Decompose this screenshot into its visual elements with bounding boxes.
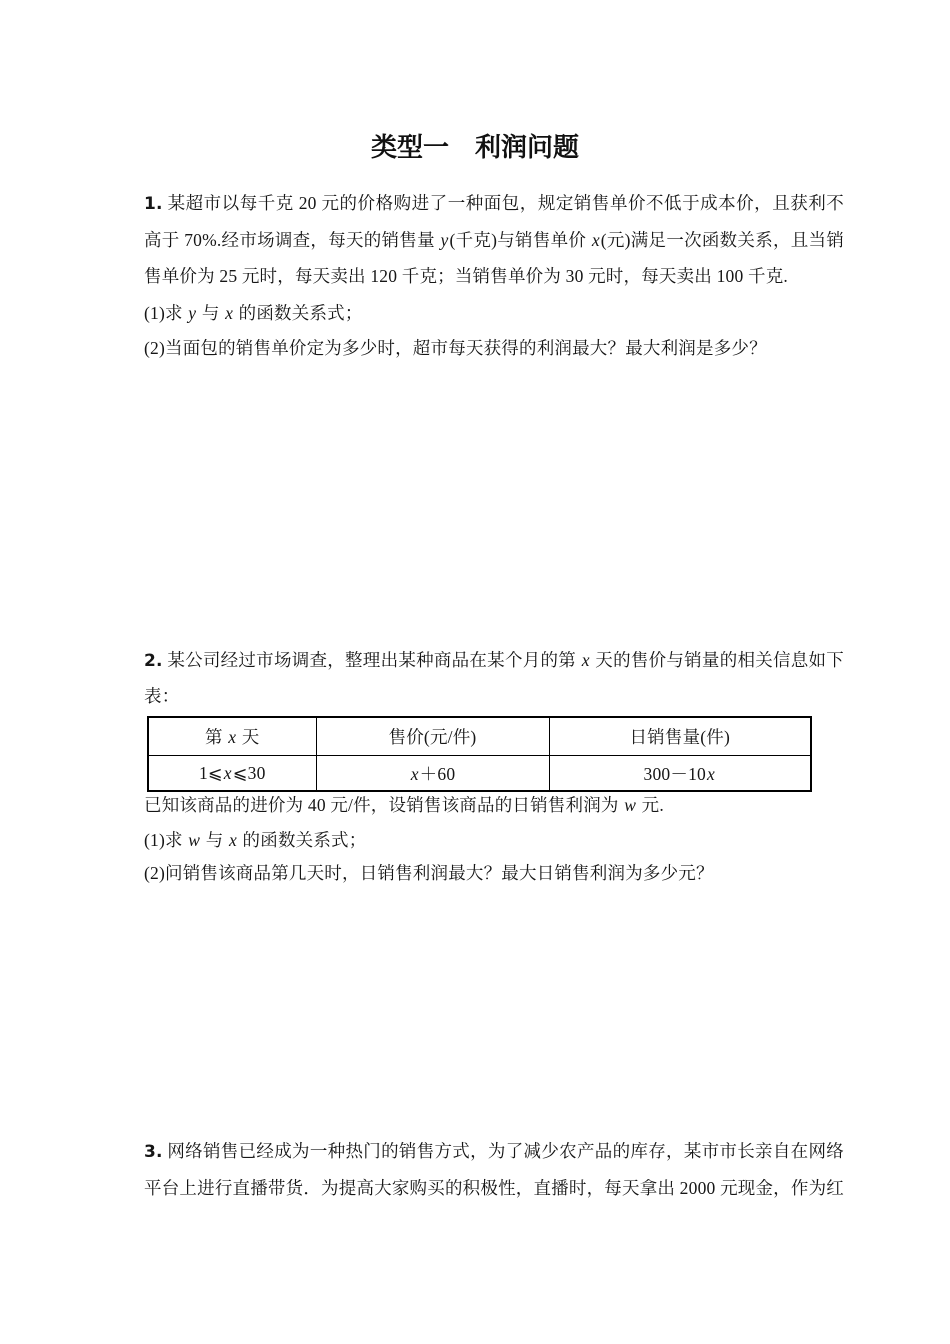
math-variable: x <box>706 763 715 784</box>
text-segment: 3. <box>144 1142 163 1162</box>
problem-1-line-3 <box>144 266 844 288</box>
text-segment: 的函数关系式； <box>234 303 363 323</box>
table-cell-day-range <box>148 756 316 792</box>
math-variable: x <box>228 727 237 747</box>
math-variable: w <box>188 830 201 850</box>
math-variable: x <box>223 762 232 783</box>
problem-2-line-1 <box>144 650 844 672</box>
problem-1-line-2 <box>144 230 844 252</box>
text-segment: 2. <box>144 651 163 671</box>
text-segment: 网络销售已经成为一种热门的销售方式，为了减少农产品的库存，某市市长亲自在网络 <box>162 1141 844 1161</box>
table-header-row <box>148 717 811 756</box>
problem-2-line-3 <box>144 795 844 817</box>
text-segment: (1)求 <box>144 303 188 323</box>
text-segment: 日销售量(件) <box>629 727 731 747</box>
text-segment: 天 <box>237 727 260 747</box>
text-segment: 某超市以每千克 20 元的价格购进了一种面包，规定销售单价不低于成本价，且获利不 <box>162 193 844 213</box>
problem-3-line-2 <box>144 1178 844 1200</box>
math-variable: w <box>624 795 637 815</box>
text-segment: (元)满足一次函数关系，且当销 <box>600 230 845 250</box>
table-cell-volume-expr <box>549 756 811 792</box>
text-segment: 售价(元/件) <box>388 727 477 747</box>
problem-2-line-2 <box>144 686 844 708</box>
table-header-price <box>316 717 549 756</box>
text-segment: ⩽30 <box>232 762 266 783</box>
text-segment: 的函数关系式； <box>237 830 367 850</box>
text-segment: 表： <box>144 686 180 706</box>
page-title: 类型一 利润问题 <box>370 133 579 163</box>
math-variable: x <box>410 763 419 784</box>
table-header-day <box>148 717 316 756</box>
problem-2-question-1 <box>144 830 844 852</box>
problem-1-line-1 <box>144 193 844 215</box>
text-segment: 天的售价与销量的相关信息如下 <box>590 650 845 670</box>
text-segment: 与 <box>201 830 229 850</box>
math-variable: x <box>581 650 590 670</box>
text-segment: (千克)与销售单价 <box>449 230 591 250</box>
text-segment: 1⩽ <box>198 762 223 783</box>
table-data-row <box>148 756 811 792</box>
price-sales-table <box>147 716 812 792</box>
text-segment: (2)当面包的销售单价定为多少时，超市每天获得的利润最大？最大利润是多少？ <box>144 338 767 358</box>
text-segment: 1. <box>144 194 163 214</box>
problem-1-question-2 <box>144 338 844 360</box>
math-variable: x <box>591 230 600 250</box>
text-segment: (1)求 <box>144 830 188 850</box>
text-segment: 第 <box>204 727 228 747</box>
problem-2-question-2 <box>144 863 844 885</box>
text-segment: 300－10 <box>643 763 706 784</box>
math-variable: x <box>225 303 234 323</box>
problem-1-question-1 <box>144 303 844 325</box>
text-segment: 高于 70%.经市场调查，每天的销售量 <box>144 230 440 250</box>
text-segment: 售单价为 25 元时，每天卖出 120 千克；当销售单价为 30 元时，每天卖出 100 千克. <box>144 266 788 286</box>
table-cell-price-expr <box>316 756 549 792</box>
text-segment: ＋60 <box>419 763 456 784</box>
text-segment: 元. <box>637 795 664 815</box>
text-segment: 已知该商品的进价为 40 元/件，设销售该商品的日销售利润为 <box>144 795 624 815</box>
text-segment: 平台上进行直播带货．为提高大家购买的积极性，直播时，每天拿出 2000 元现金，作为红 <box>144 1178 844 1198</box>
text-segment: 某公司经过市场调查，整理出某种商品在某个月的第 <box>162 650 581 670</box>
math-variable: y <box>188 303 197 323</box>
math-variable: y <box>440 230 449 250</box>
text-segment: 与 <box>197 303 225 323</box>
text-segment: (2)问销售该商品第几天时，日销售利润最大？最大日销售利润为多少元？ <box>144 863 714 883</box>
math-variable: x <box>229 830 237 850</box>
table-header-volume <box>549 717 811 756</box>
problem-3-line-1 <box>144 1141 844 1163</box>
